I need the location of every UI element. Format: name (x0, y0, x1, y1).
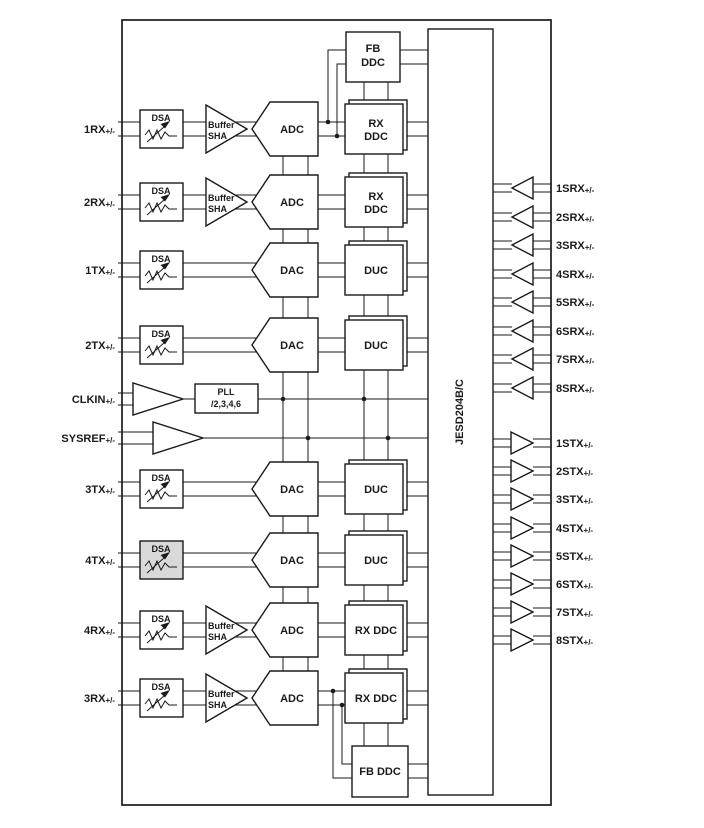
rx-ddc-label: DDC (364, 204, 388, 216)
port-label-stx: 6STX+/- (556, 579, 594, 591)
port-label-stx: 2STX+/- (556, 466, 594, 478)
dsa-label: DSA (151, 254, 171, 264)
junction-dot (340, 703, 345, 708)
buffer-sha-label: SHA (208, 700, 228, 710)
srx-input-buffer (512, 206, 533, 228)
port-label-left: 1TX+/- (85, 265, 115, 277)
duc-label: DUC (364, 484, 388, 496)
port-label-srx: 1SRX+/- (556, 183, 595, 195)
port-label-sysref: SYSREF+/- (61, 433, 115, 445)
fb-ddc-label: FB (365, 43, 381, 55)
stx-output-buffer (511, 545, 533, 567)
srx-input-buffer (512, 320, 533, 342)
blocks-layer (133, 29, 533, 797)
srx-input-buffer (512, 234, 533, 256)
stx-output-buffer (511, 629, 533, 651)
buffer-sha-label: SHA (208, 632, 228, 642)
port-label-stx: 8STX+/- (556, 635, 594, 647)
srx-input-buffer (512, 291, 533, 313)
pll-label: /2,3,4,6 (210, 399, 242, 409)
port-label-stx: 3STX+/- (556, 494, 594, 506)
port-label-srx: 4SRX+/- (556, 269, 595, 281)
port-label-stx: 4STX+/- (556, 523, 594, 535)
rx-ddc-label: RX DDC (354, 625, 398, 637)
srx-input-buffer (512, 377, 533, 399)
stx-output-buffer (511, 601, 533, 623)
adc-label: ADC (280, 197, 304, 209)
dsa-label: DSA (151, 682, 171, 692)
port-label-srx: 2SRX+/- (556, 212, 595, 224)
srx-input-buffer (512, 348, 533, 370)
srx-input-buffer (512, 177, 533, 199)
buffer-sha-label: Buffer (208, 120, 235, 130)
clkin-buffer-amp (133, 383, 183, 415)
port-label-stx: 1STX+/- (556, 438, 594, 450)
port-label-left: 3RX+/- (84, 693, 115, 705)
junction-dot (335, 134, 340, 139)
rx-ddc-label: DDC (364, 131, 388, 143)
port-label-stx: 5STX+/- (556, 551, 594, 563)
dsa-label: DSA (151, 544, 171, 554)
junction-dot (306, 436, 311, 441)
adc-label: ADC (280, 625, 304, 637)
dsa-label: DSA (151, 113, 171, 123)
port-label-left: 4TX+/- (85, 555, 115, 567)
fb-ddc-label: FB DDC (359, 766, 401, 778)
dac-label: DAC (280, 484, 304, 496)
dsa-label: DSA (151, 186, 171, 196)
port-label-left: 2RX+/- (84, 197, 115, 209)
duc-label: DUC (364, 555, 388, 567)
stx-output-buffer (511, 488, 533, 510)
port-label-stx: 7STX+/- (556, 607, 594, 619)
dac-label: DAC (280, 265, 304, 277)
port-label-left: 1RX+/- (84, 124, 115, 136)
duc-label: DUC (364, 340, 388, 352)
port-label-left: 3TX+/- (85, 484, 115, 496)
stx-output-buffer (511, 460, 533, 482)
dsa-label: DSA (151, 329, 171, 339)
port-label-left: 2TX+/- (85, 340, 115, 352)
buffer-sha-label: SHA (208, 131, 228, 141)
junction-dot (362, 397, 367, 402)
pll-label: PLL (217, 387, 235, 397)
adc-label: ADC (280, 693, 304, 705)
dsa-label: DSA (151, 473, 171, 483)
duc-label: DUC (364, 265, 388, 277)
port-label-clkin: CLKIN+/- (71, 394, 115, 406)
junction-dot (386, 436, 391, 441)
stx-output-buffer (511, 573, 533, 595)
dac-label: DAC (280, 340, 304, 352)
rx-ddc-label: RX DDC (354, 693, 398, 705)
rx-ddc-label: RX (368, 191, 384, 203)
port-label-srx: 7SRX+/- (556, 354, 595, 366)
buffer-sha-label: SHA (208, 204, 228, 214)
port-label-left: 4RX+/- (84, 625, 115, 637)
buffer-sha-label: Buffer (208, 689, 235, 699)
buffer-sha-label: Buffer (208, 193, 235, 203)
junction-dot (331, 689, 336, 694)
port-label-srx: 8SRX+/- (556, 383, 595, 395)
srx-input-buffer (512, 263, 533, 285)
dsa-label: DSA (151, 614, 171, 624)
port-label-srx: 5SRX+/- (556, 297, 595, 309)
junction-dot (281, 397, 286, 402)
fb-ddc-label: DDC (361, 57, 385, 69)
sysref-buffer-amp (153, 422, 203, 454)
port-label-srx: 3SRX+/- (556, 240, 595, 252)
stx-output-buffer (511, 432, 533, 454)
dac-label: DAC (280, 555, 304, 567)
stx-output-buffer (511, 517, 533, 539)
port-label-srx: 6SRX+/- (556, 326, 595, 338)
junction-dot (326, 120, 331, 125)
jesd204-label: JESD204B/C (454, 378, 466, 446)
adc-label: ADC (280, 124, 304, 136)
rx-ddc-label: RX (368, 118, 384, 130)
buffer-sha-label: Buffer (208, 621, 235, 631)
